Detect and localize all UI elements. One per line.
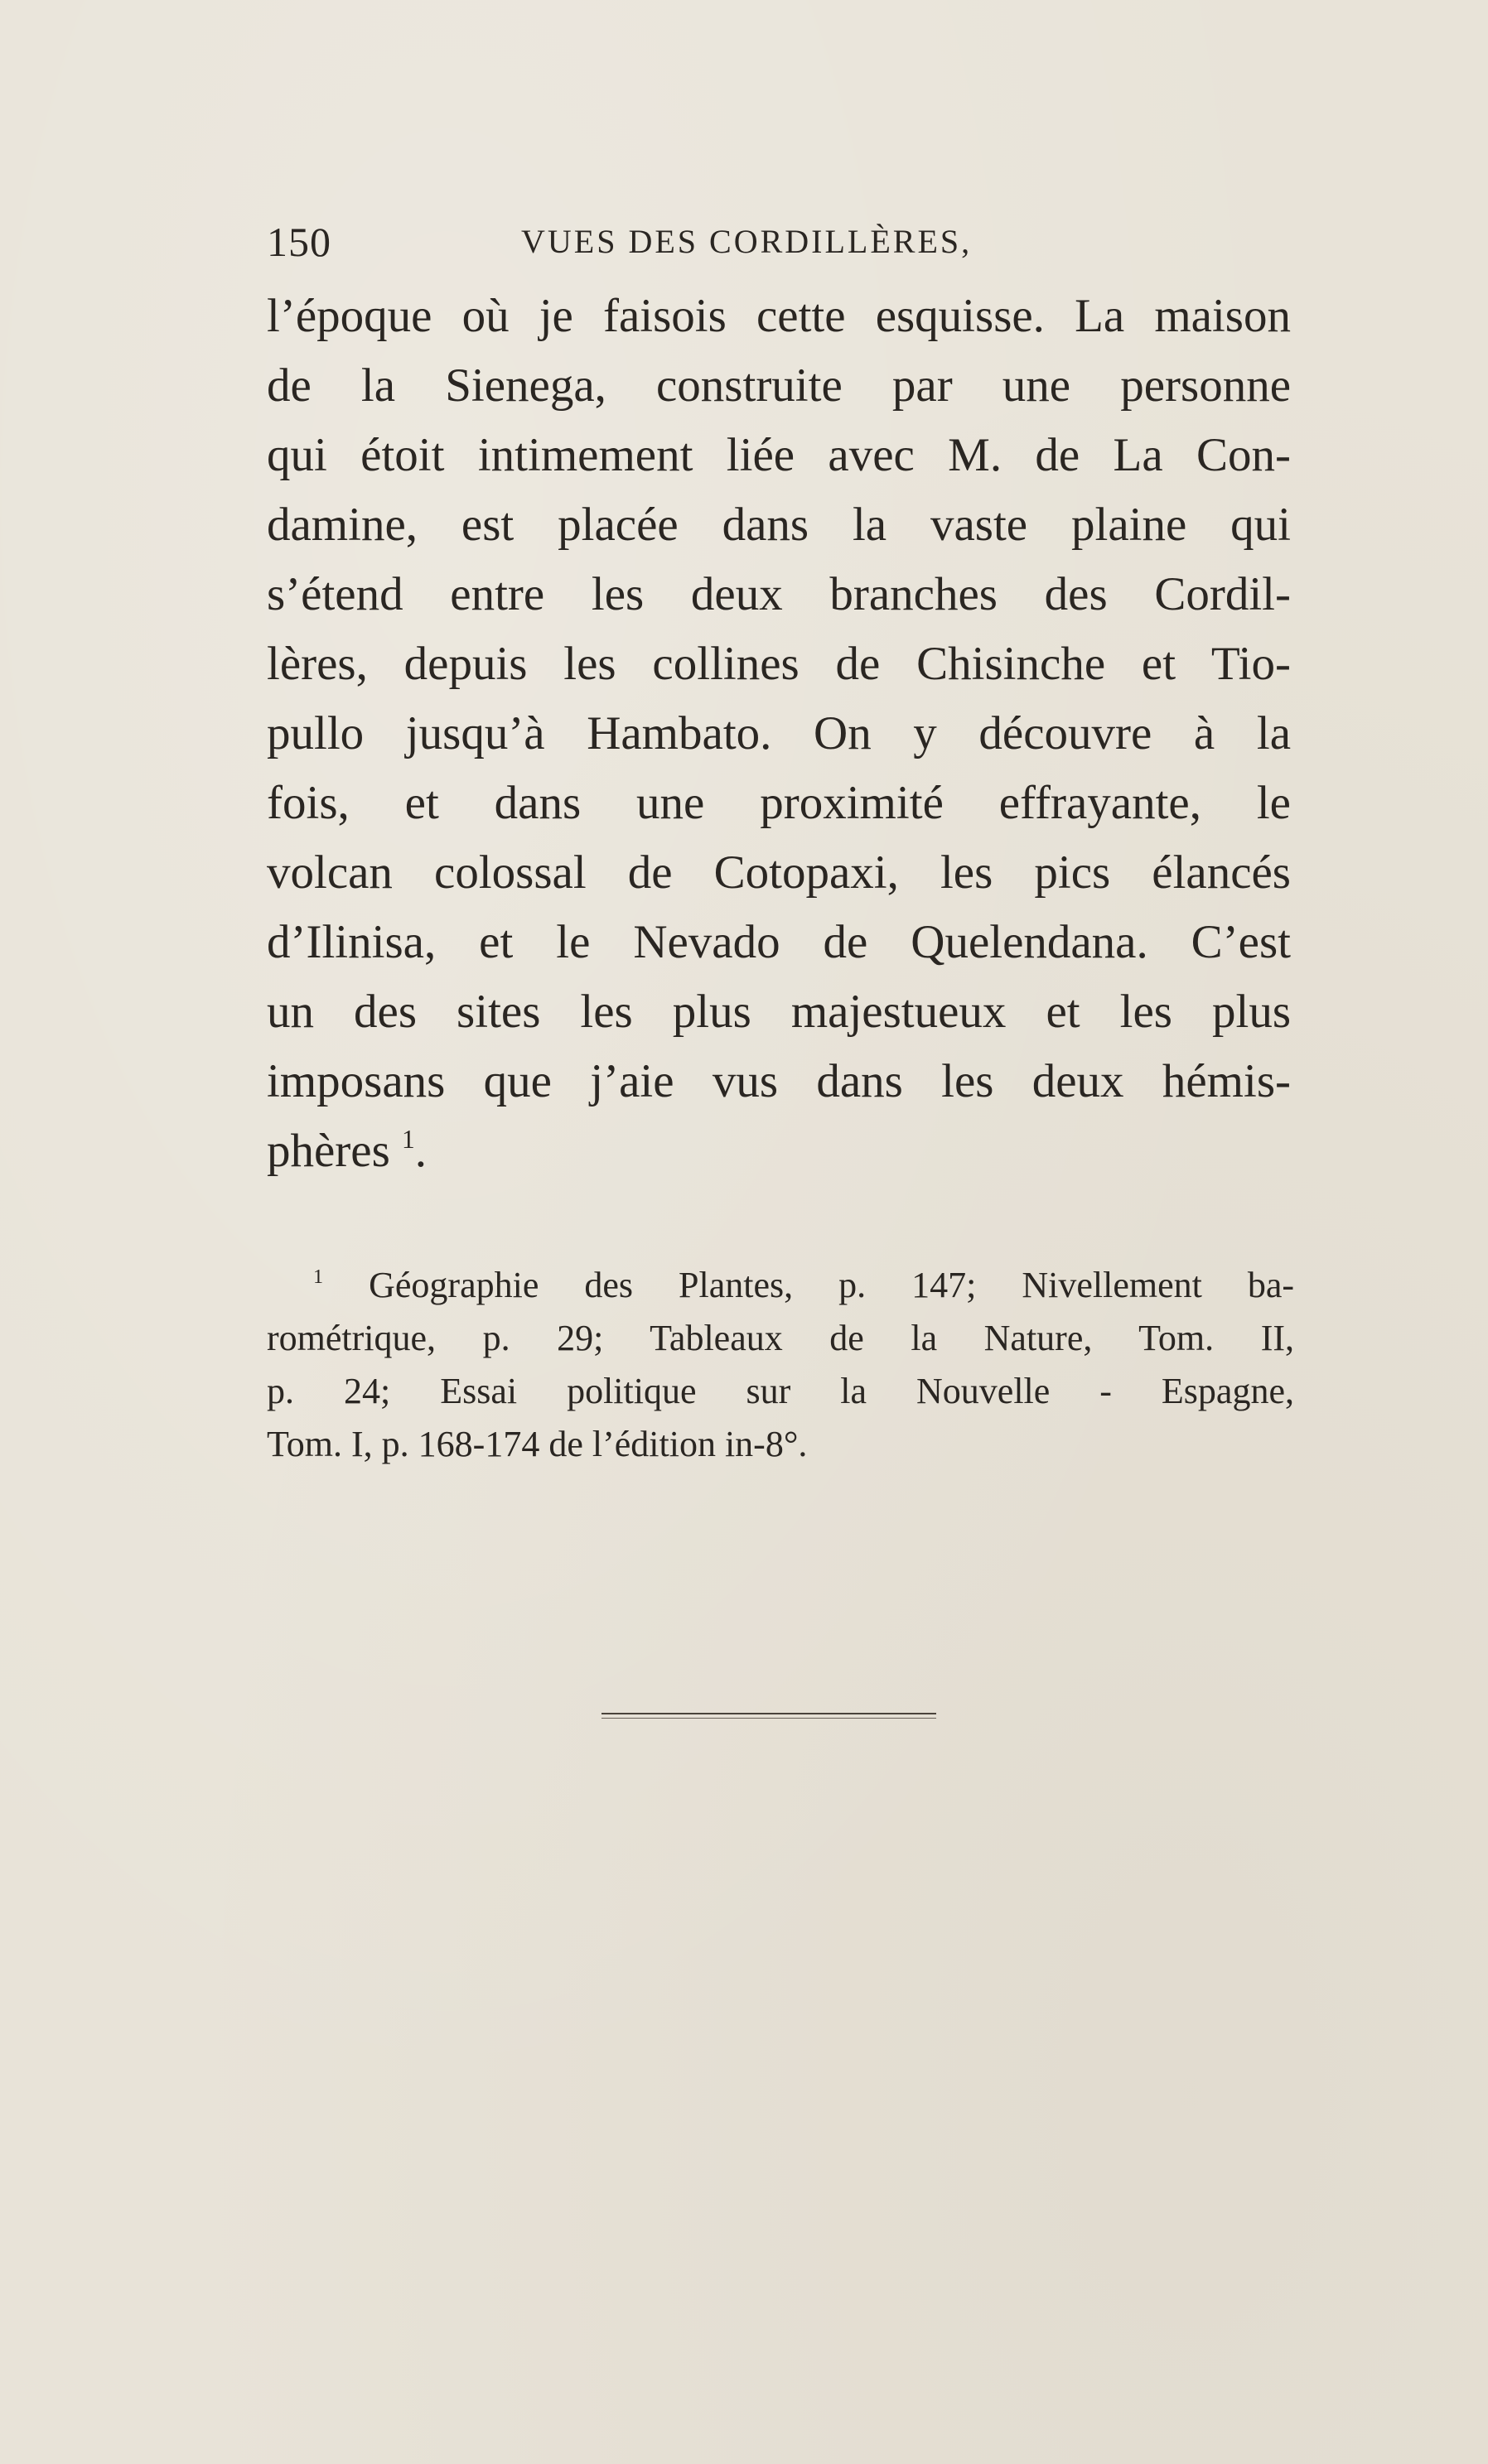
body-line: d’Ilinisa, et le Nevado de Quelendana. C’est (267, 916, 1291, 968)
body-line: lères, depuis les collines de Chisinche et Tio- (267, 638, 1291, 690)
body-line: s’étend entre les deux branches des Cordil- (267, 568, 1291, 620)
body-line: damine, est placée dans la vaste plaine qui (267, 499, 1291, 551)
body-line: pullo jusqu’à Hambato. On y découvre à la (267, 707, 1291, 759)
footnote (267, 1259, 1294, 1471)
running-title: VUES DES CORDILLÈRES, (521, 223, 973, 260)
footnote-text: Géographie des Plantes, p. 147; Nivellement ba- (369, 1265, 1295, 1305)
footnote-reference: 1 (402, 1125, 415, 1155)
footnote-line: Tom. I, p. 168-174 de l’édition in-8°. (267, 1424, 808, 1464)
body-last-line (267, 1116, 1291, 1186)
running-head (267, 209, 1142, 275)
footnote-line: rométrique, p. 29; Tableaux de la Nature, Tom. II, (267, 1318, 1294, 1358)
body-line: phères (267, 1125, 390, 1177)
body-text (267, 282, 1291, 1186)
body-line: qui étoit intimement liée avec M. de La Con- (267, 429, 1291, 481)
body-line: volcan colossal de Cotopaxi, les pics élancés (267, 846, 1291, 899)
body-end-punctuation: . (414, 1125, 427, 1177)
body-line: fois, et dans une proximité effrayante, le (267, 777, 1291, 829)
body-line: un des sites les plus majestueux et les plus (267, 986, 1291, 1038)
end-rule (601, 1713, 936, 1719)
body-line: l’époque où je faisois cette esquisse. La maison (267, 290, 1291, 342)
footnote-line (267, 1259, 1294, 1312)
body-line: imposans que j’aie vus dans les deux hémis- (267, 1055, 1291, 1107)
body-line: de la Sienega, construite par une personne (267, 359, 1291, 412)
footnote-marker: 1 (313, 1266, 324, 1289)
footnote-line: p. 24; Essai politique sur la Nouvelle - Espagne, (267, 1371, 1294, 1411)
page-number: 150 (267, 219, 331, 265)
